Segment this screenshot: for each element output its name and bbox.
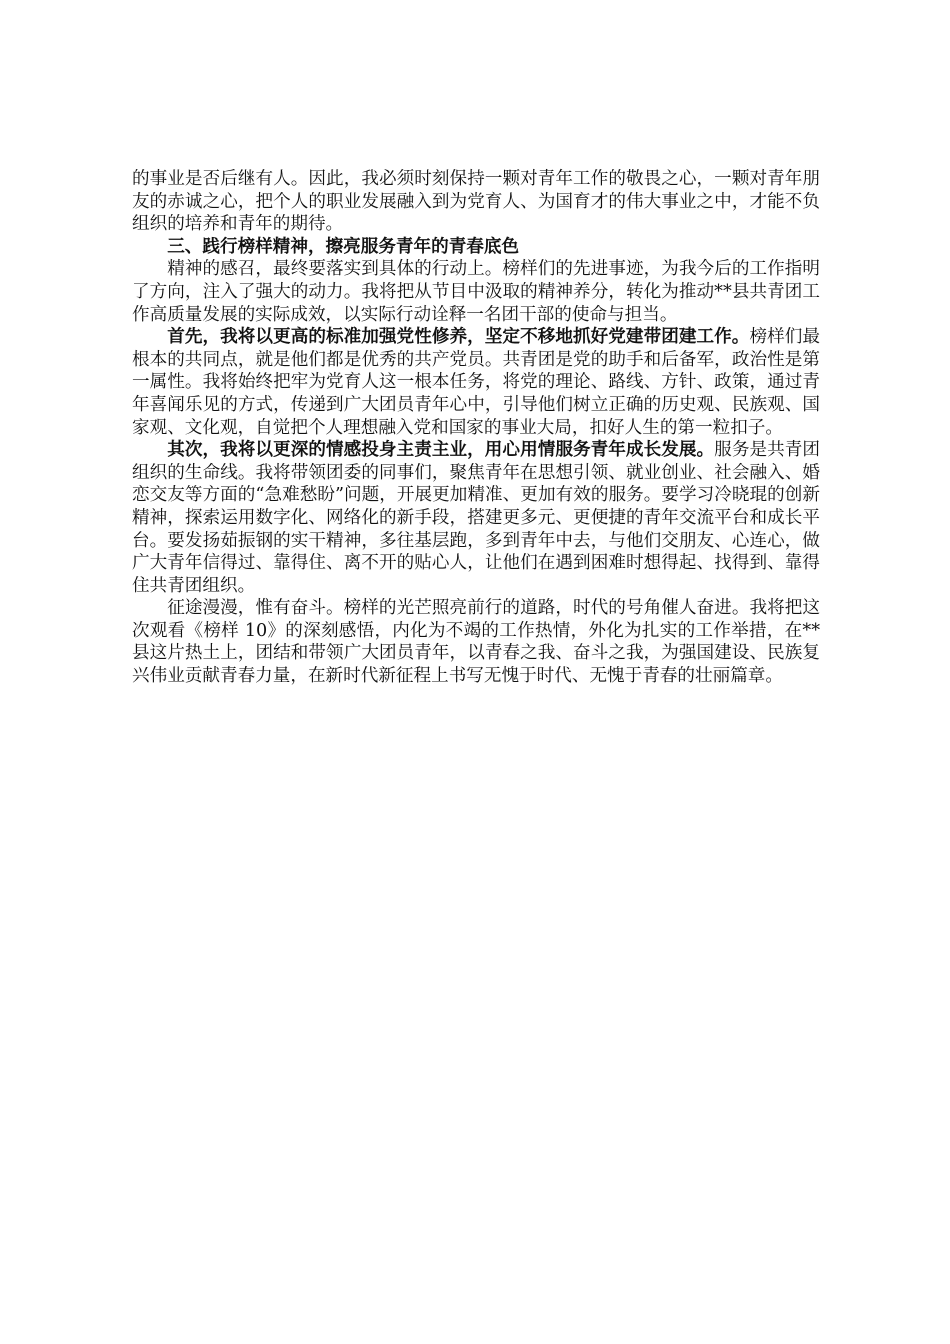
paragraph-conclusion: 征途漫漫，惟有奋斗。榜样的光芒照亮前行的道路，时代的号角催人奋进。我将把这次观看《榜样 10》的深刻感悟，内化为不竭的工作热情，外化为扎实的工作举措，在**县这片热土上，团结和带领广大团员青年，以青春之我、奋斗之我，为强国建设、民族复兴伟业贡献青春力量，在新时代新征程上书写无愧于时代、无愧于青春的壮丽篇章。	[132, 598, 820, 687]
paragraph-text: 服务是共青团组织的生命线。我将带领团委的同事们，聚焦青年在思想引领、就业创业、社会融入、婚恋交友等方面的“急难愁盼”问题，开展更加精准、更加有效的服务。要学习冷晓琨的创新精神，探索运用数字化、网络化的新手段，搭建更多元、更便捷的青年交流平台和成长平台。要发扬茹振钢的实干精神，多往基层跑，多到青年中去，与他们交朋友、心连心，做广大青年信得过、靠得住、离不开的贴心人，让他们在遇到困难时想得起、找得到、靠得住共青团组织。	[132, 440, 820, 596]
paragraph-second-point	[132, 439, 820, 597]
document-page	[132, 168, 820, 688]
paragraph-lead-sentence: 首先，我将以更高的标准加强党性修养，坚定不移地抓好党建带团建工作。	[167, 326, 750, 348]
paragraph-body: 精神的感召，最终要落实到具体的行动上。榜样们的先进事迹，为我今后的工作指明了方向，注入了强大的动力。我将把从节目中汲取的精神养分，转化为推动**县共青团工作高质量发展的实际成效，以实际行动诠释一名团干部的使命与担当。	[132, 259, 820, 325]
paragraph-lead-sentence: 其次，我将以更深的情感投身主责主业，用心用情服务青年成长发展。	[167, 439, 715, 461]
section-heading: 三、践行榜样精神，擦亮服务青年的青春底色	[167, 235, 520, 257]
paragraph-first-point	[132, 326, 820, 439]
paragraph-continuation: 的事业是否后继有人。因此，我必须时刻保持一颗对青年工作的敬畏之心，一颗对青年朋友的赤诚之心，把个人的职业发展融入到为党育人、为国育才的伟大事业之中，才能不负组织的培养和青年的期待。	[132, 169, 820, 235]
paragraph-text: 榜样们最根本的共同点，就是他们都是优秀的共产党员。共青团是党的助手和后备军，政治性是第一属性。我将始终把牢为党育人这一根本任务，将党的理论、路线、方针、政策，通过青年喜闻乐见的方式，传递到广大团员青年心中，引导他们树立正确的历史观、民族观、国家观、文化观，自觉把个人理想融入党和国家的事业大局，扣好人生的第一粒扣子。	[132, 327, 820, 438]
